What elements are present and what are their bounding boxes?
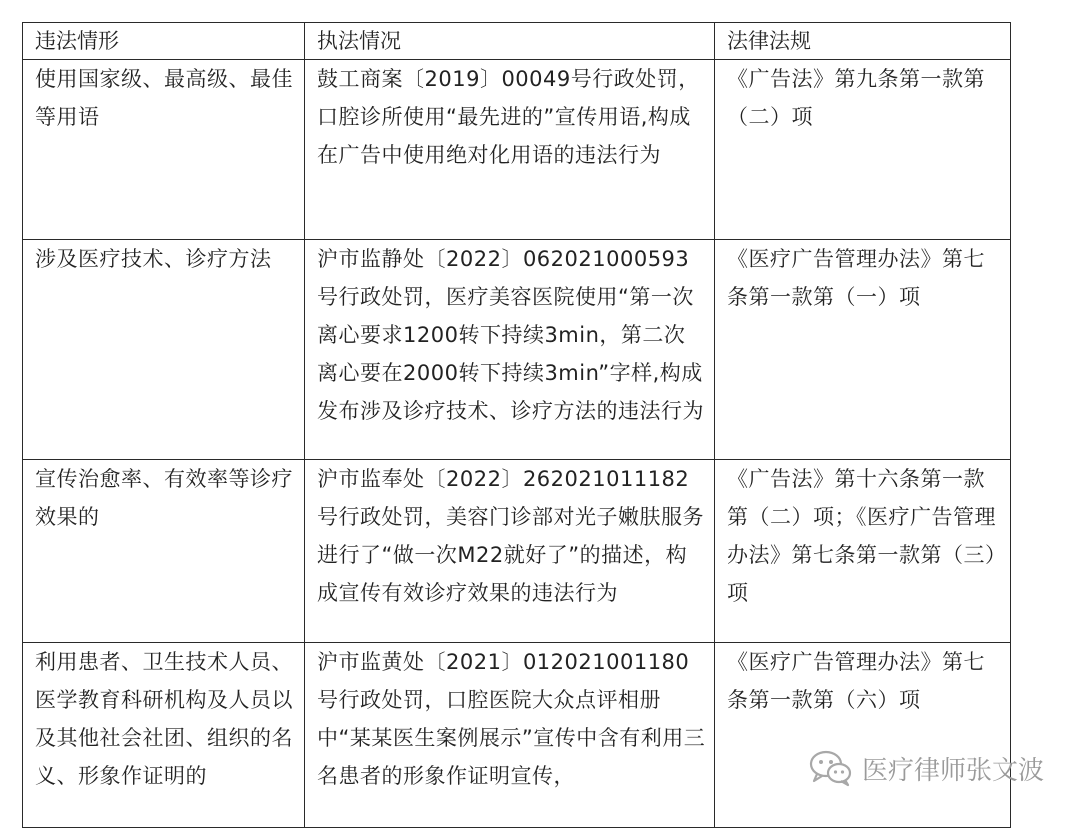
- cell-enforcement: [305, 643, 715, 828]
- cell-situation: [23, 240, 305, 460]
- cell-situation: [23, 460, 305, 643]
- cell-situation: [23, 643, 305, 828]
- wechat-icon: [808, 748, 854, 788]
- table-row: [23, 460, 1011, 643]
- enforcement-text: 沪市监奉处〔2022〕262021011182号行政处罚，美容门诊部对光子嫩肤服务进行了“做一次M22就好了”的描述，构成宣传有效诊疗效果的违法行为: [317, 467, 704, 605]
- table-header-row: [23, 23, 1011, 60]
- cell-law: [715, 60, 1011, 240]
- table-row: [23, 240, 1011, 460]
- law-text: 《医疗广告管理办法》第七条第一款第（一）项: [727, 247, 985, 309]
- cell-law: [715, 460, 1011, 643]
- cell-enforcement: [305, 60, 715, 240]
- law-text: 《广告法》第九条第一款第（二）项: [727, 67, 985, 129]
- cell-law: [715, 643, 1011, 828]
- law-text: 《医疗广告管理办法》第七条第一款第（六）项: [727, 650, 985, 712]
- enforcement-text: 鼓工商案〔2019〕00049号行政处罚，口腔诊所使用“最先进的”宣传用语,构成在广告中使用绝对化用语的违法行为: [317, 67, 700, 167]
- table-row: [23, 60, 1011, 240]
- law-text: 《广告法》第十六条第一款第（二）项；《医疗广告管理办法》第七条第一款第（三）项: [727, 467, 996, 605]
- header-violation-situation: 违法情形: [23, 23, 305, 60]
- enforcement-text: 沪市监黄处〔2021〕012021001180号行政处罚，口腔医院大众点评相册中“某某医生案例展示”宣传中含有利用三名患者的形象作证明宣传，: [317, 650, 706, 788]
- header-enforcement: 执法情况: [305, 23, 715, 60]
- situation-text: 涉及医疗技术、诊疗方法: [35, 247, 272, 271]
- enforcement-text: 沪市监静处〔2022〕062021000593号行政处罚，医疗美容医院使用“第一次离心要求1200转下持续3min，第二次离心要在2000转下持续3min”字样,构成发布涉及诊疗技术、诊疗方法的违法行为: [317, 247, 704, 423]
- cell-enforcement: [305, 460, 715, 643]
- situation-text: 利用患者、卫生技术人员、医学教育科研机构及人员以及其他社会社团、组织的名义、形象作证明的: [35, 650, 293, 788]
- header-law: 法律法规: [715, 23, 1011, 60]
- watermark-text: 医疗律师张文波: [862, 755, 1045, 786]
- cell-law: [715, 240, 1011, 460]
- situation-text: 使用国家级、最高级、最佳等用语: [35, 67, 293, 129]
- cell-enforcement: [305, 240, 715, 460]
- table-row: [23, 643, 1011, 828]
- violation-table: [22, 22, 1011, 828]
- situation-text: 宣传治愈率、有效率等诊疗效果的: [35, 467, 293, 529]
- watermark: [808, 746, 1044, 790]
- cell-situation: [23, 60, 305, 240]
